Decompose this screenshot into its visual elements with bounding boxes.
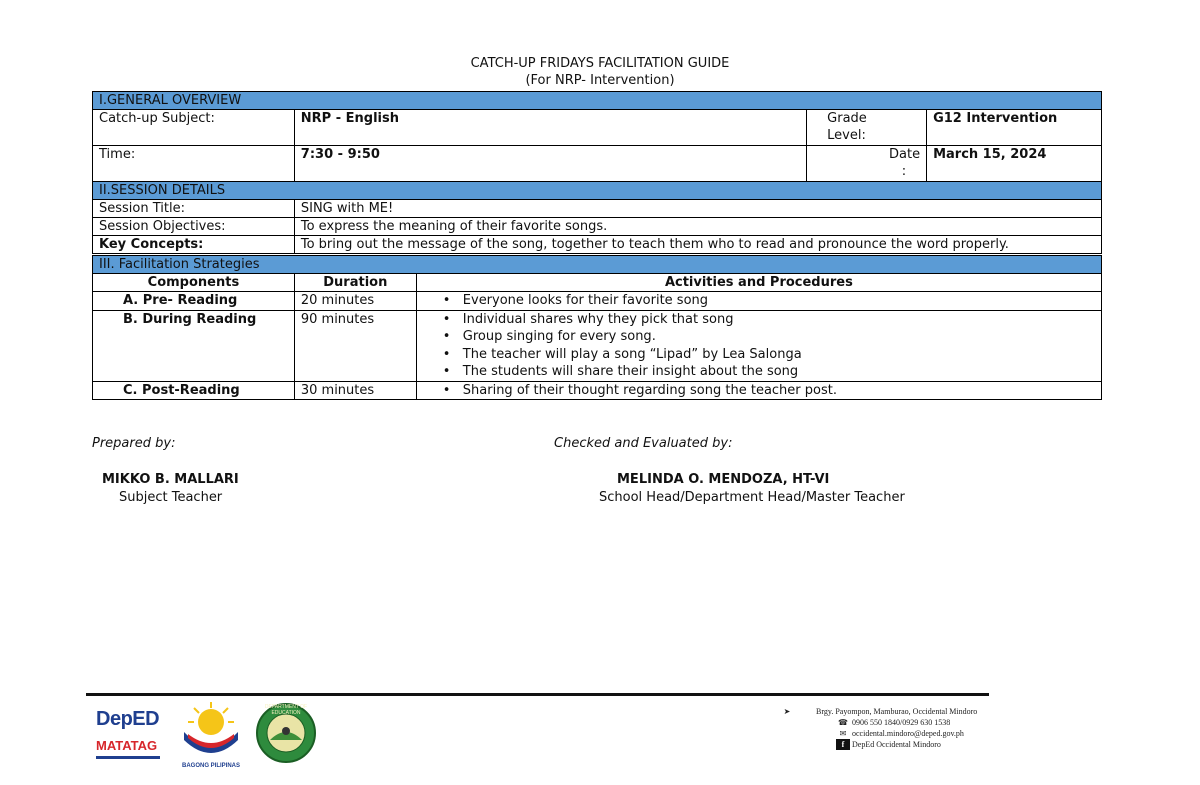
duration-cell: 20 minutes bbox=[294, 292, 416, 311]
component-cell: B. During Reading bbox=[93, 310, 295, 381]
col-duration: Duration bbox=[294, 274, 416, 292]
activity-item: • Individual shares why they pick that song bbox=[437, 311, 1095, 329]
prepared-by-name: MIKKO B. MALLARI bbox=[102, 472, 239, 487]
facebook-text: DepEd Occidental Mindoro bbox=[852, 740, 941, 749]
general-overview-table bbox=[92, 91, 1102, 182]
phone-text: 0906 550 1840/0929 630 1538 bbox=[852, 718, 951, 727]
date-value: March 15, 2024 bbox=[927, 146, 1102, 182]
prepared-by-label: Prepared by: bbox=[92, 436, 176, 451]
section-facilitation-strategies: III. Facilitation Strategies bbox=[93, 256, 1102, 274]
duration-cell: 30 minutes bbox=[294, 381, 416, 400]
activity-item: • Sharing of their thought regarding song the teacher post. bbox=[437, 382, 1095, 400]
bagong-pilipinas-logo bbox=[178, 700, 244, 768]
activity-item: • The teacher will play a song “Lipad” by Lea Salonga bbox=[437, 346, 1095, 364]
grade-label: Grade Level: bbox=[807, 110, 927, 146]
facebook-icon: f bbox=[836, 739, 850, 750]
table-row bbox=[93, 292, 1102, 311]
location-icon: ➤ bbox=[783, 707, 791, 716]
matatag-text: MATATAG bbox=[96, 738, 158, 753]
deped-matatag-logo bbox=[96, 708, 168, 768]
key-concepts-label: Key Concepts: bbox=[93, 236, 295, 254]
seal-text: DEPARTMENT OF EDUCATION bbox=[264, 704, 308, 716]
prepared-by-role: Subject Teacher bbox=[119, 490, 223, 505]
col-activities: Activities and Procedures bbox=[416, 274, 1101, 292]
checked-by-label: Checked and Evaluated by: bbox=[554, 436, 733, 451]
document-subtitle: (For NRP- Intervention) bbox=[525, 73, 675, 88]
section-general-overview: I.GENERAL OVERVIEW bbox=[93, 92, 1102, 110]
footer-contact bbox=[780, 706, 977, 750]
section-session-details: II.SESSION DETAILS bbox=[93, 182, 1102, 200]
email-text: occidental.mindoro@deped.gov.ph bbox=[852, 729, 964, 738]
duration-cell: 90 minutes bbox=[294, 310, 416, 381]
col-components: Components bbox=[93, 274, 295, 292]
session-objectives-value: To express the meaning of their favorite songs. bbox=[294, 218, 1101, 236]
address-text: Brgy. Payompon, Mamburao, Occidental Mindoro bbox=[816, 707, 978, 716]
phone-icon: ☎ bbox=[838, 718, 848, 727]
email-icon: ✉ bbox=[839, 729, 847, 738]
bagong-pilipinas-emblem-icon bbox=[178, 700, 244, 758]
session-title-value: SING with ME! bbox=[294, 200, 1101, 218]
activity-item: • Everyone looks for their favorite song bbox=[437, 292, 1095, 310]
key-concepts-value: To bring out the message of the song, together to teach them who to read and pronounce the word properly. bbox=[294, 236, 1101, 254]
date-label: Date : bbox=[807, 146, 927, 182]
session-details-table bbox=[92, 181, 1102, 254]
deped-logo-text: DepED bbox=[96, 708, 160, 730]
activity-item: • Group singing for every song. bbox=[437, 328, 1095, 346]
time-label: Time: bbox=[93, 146, 295, 182]
subject-value: NRP - English bbox=[294, 110, 806, 146]
grade-value: G12 Intervention bbox=[927, 110, 1102, 146]
component-cell: A. Pre- Reading bbox=[93, 292, 295, 311]
footer-divider bbox=[86, 693, 989, 696]
table-row bbox=[93, 381, 1102, 400]
bagong-pilipinas-text: BAGONG PILIPINAS bbox=[181, 763, 240, 769]
division-seal bbox=[255, 702, 317, 764]
table-row bbox=[93, 310, 1102, 381]
document-title: CATCH-UP FRIDAYS FACILITATION GUIDE bbox=[470, 56, 730, 71]
checked-by-name: MELINDA O. MENDOZA, HT-VI bbox=[617, 472, 830, 487]
facilitation-strategies-table bbox=[92, 255, 1102, 400]
activity-item: • The students will share their insight about the song bbox=[437, 363, 1095, 381]
session-title-label: Session Title: bbox=[93, 200, 295, 218]
subject-label: Catch-up Subject: bbox=[93, 110, 295, 146]
checked-by-role: School Head/Department Head/Master Teacher bbox=[599, 490, 905, 505]
session-objectives-label: Session Objectives: bbox=[93, 218, 295, 236]
time-value: 7:30 - 9:50 bbox=[294, 146, 806, 182]
component-cell: C. Post-Reading bbox=[93, 381, 295, 400]
